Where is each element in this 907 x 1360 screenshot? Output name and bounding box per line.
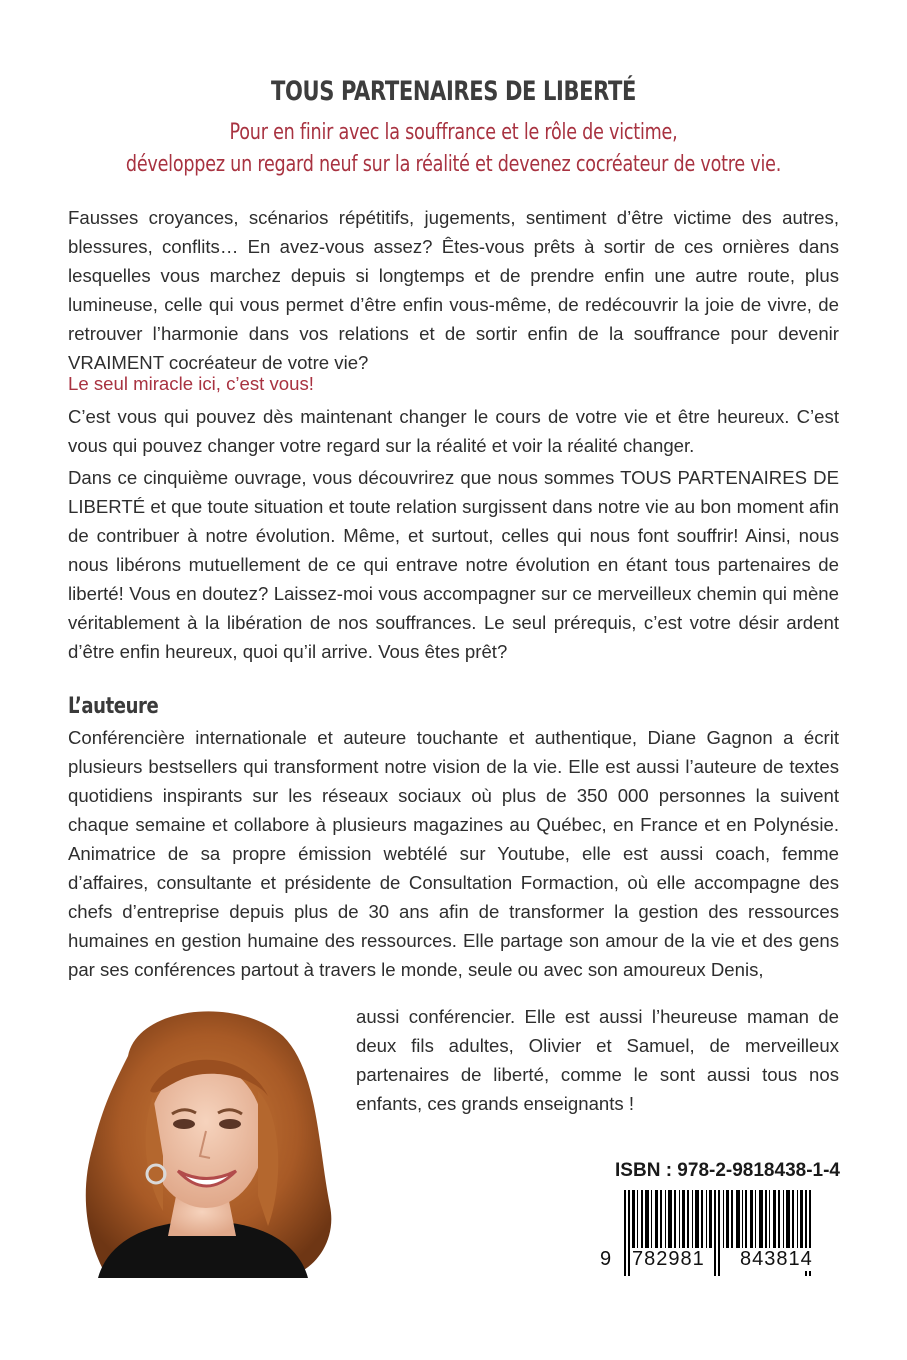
subtitle-line-2: développez un regard neuf sur la réalité et devenez cocréateur de votre vie. [125, 152, 782, 177]
barcode-digits-right: 843814 [740, 1248, 813, 1270]
author-heading: L’auteure [68, 694, 159, 719]
author-bio: Conférencière internationale et auteure touchante et authentique, Diane Gagnon a écrit plusieurs bestsellers qui transforment notre vision de la vie. Elle est aussi l’auteure de textes quotidiens inspirants sur les réseaux sociaux où plus de 350 000 personnes la suivent chaque semaine et collabore à plusieurs magazines au Québec, en France et en Polynésie. Animatrice de sa propre émission webtélé sur Youtube, elle est aussi coach, femme d’affaires, consultante et présidente de Consultation Formaction, où elle accompagne des chefs d’entreprise depuis plus de 30 ans afin de transformer la gestion des ressources humaines en gestion humaine des ressources. Elle partage son amour de la vie et des gens par ses conférences partout à travers le monde, seule ou avec son amoureux Denis, [68, 727, 839, 980]
subtitle-line-1: Pour en finir avec la souffrance et le rôle de victime, [229, 120, 678, 145]
author-photo [68, 996, 344, 1278]
author-portrait-icon [68, 996, 344, 1278]
book-title: TOUS PARTENAIRES DE LIBERTÉ [271, 76, 636, 107]
isbn-label: ISBN : 978-2-9818438-1-4 [615, 1160, 840, 1181]
author-bio-continued: aussi conférencier. Elle est aussi l’heureuse maman de deux fils adultes, Olivier et Samuel, de merveilleux partenaires de liberté, comme le sont aussi tous nos enfants, ces grands enseignants ! [356, 1006, 839, 1114]
barcode-digit-first: 9 [600, 1248, 613, 1270]
barcode-digits-left: 782981 [632, 1248, 705, 1270]
book-paragraph: Dans ce cinquième ouvrage, vous découvrirez que nous sommes TOUS PARTENAIRES DE LIBERTÉ et que toute situation et toute relation surgissent dans notre vie au bon moment afin de contribuer à notre évolution. Même, et surtout, celles qui nous font souffrir! Ainsi, nous nous libérons mutuellement de ce qui entrave notre évolution en étant tous partenaires de liberté! Vous en doutez? Laissez-moi vous accompagner sur ce merveilleux chemin qui mène véritablement à la libération de nos souffrances. Le seul prérequis, c’est votre désir ardent d’être enfin heureux, quoi qu’il arrive. Vous êtes prêt? [68, 467, 839, 662]
intro-paragraph: Fausses croyances, scénarios répétitifs, jugements, sentiment d’être victime des autres, blessures, conflits… En avez-vous assez? Êtes-vous prêts à sortir de ces ornières dans lesquelles vous marchez depuis si longtemps et de prendre enfin une autre route, plus lumineuse, celle qui vous permet d’être enfin vous-même, de redécouvrir la joie de vivre, de retrouver l’harmonie dans vos relations et de sortir enfin de la souffrance pour devenir VRAIMENT cocréateur de votre vie? [68, 207, 839, 373]
miracle-line: Le seul miracle ici, c’est vous! [68, 373, 314, 394]
change-paragraph: C’est vous qui pouvez dès maintenant changer le cours de votre vie et être heureux. C’est vous qui pouvez changer votre regard sur la réalité et voir la réalité changer. [68, 406, 839, 456]
